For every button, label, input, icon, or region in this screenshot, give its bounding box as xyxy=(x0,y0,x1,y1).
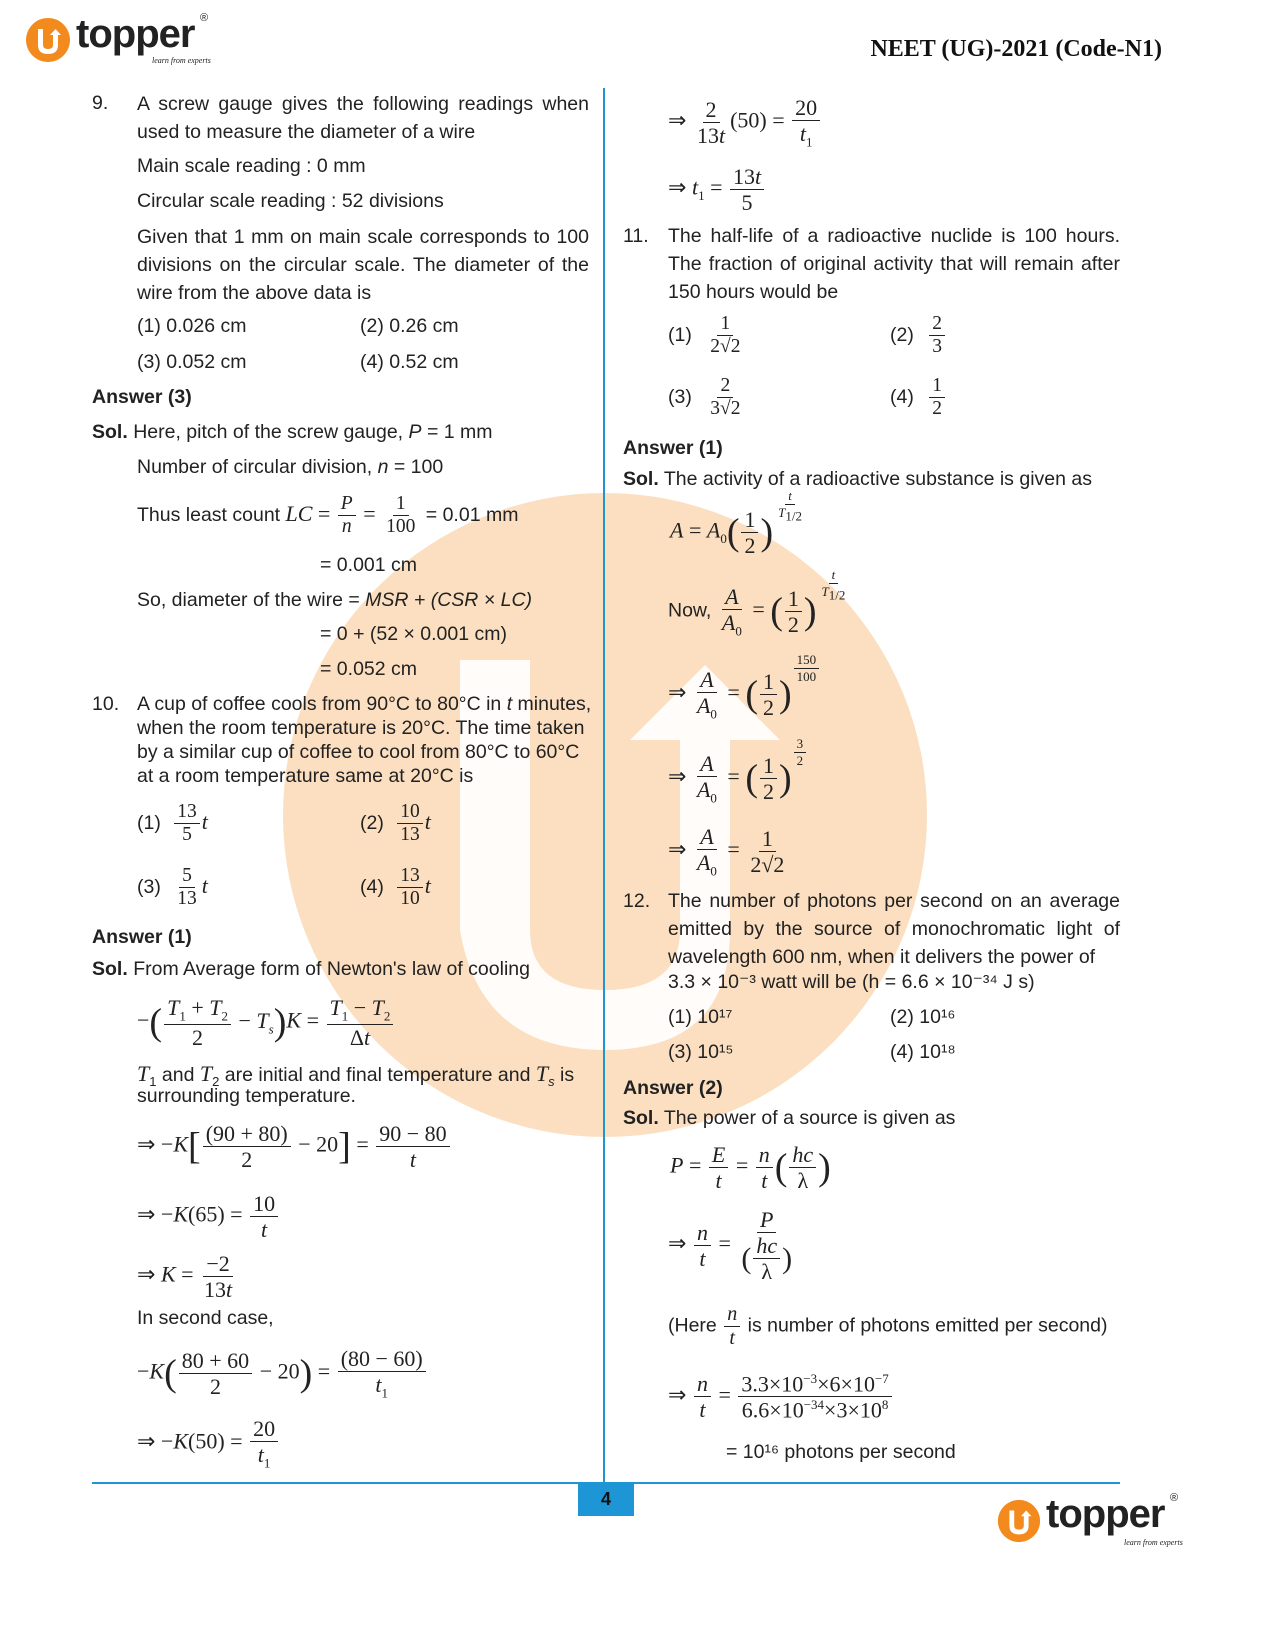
q10-answer: Answer (1) xyxy=(92,926,192,948)
sol-label: Sol. xyxy=(92,421,128,443)
opt-label: (4) xyxy=(890,386,914,409)
opt-var: t xyxy=(424,809,431,835)
t-desc-a: and xyxy=(156,1064,200,1086)
opt-num: 13 xyxy=(174,802,200,824)
sol-text: Number of circular division, xyxy=(137,456,378,478)
q10-second-case: In second case, xyxy=(137,1307,274,1329)
sol-text: The activity of a radioactive substance is given as xyxy=(663,468,1092,490)
brand-tagline: learn from experts xyxy=(1124,1538,1183,1547)
q12-text: The number of photons per second on an average emitted by the source of monochromatic light of wavelength 600 nm, when it delivers the power of xyxy=(668,890,1120,968)
q10-equation-newton: −( $\frac{T_1 + T_2}{2}$ − $T_s)K$ = $\frac{T_1 - T_2}{\Delta t}$ xyxy=(137,996,395,1049)
q10-step1: ⇒ −K[ $\frac{(90 + 80)}{2}$ − 20] = $\frac{90 - 80}{t}$ xyxy=(137,1122,452,1171)
opt-den: 3 xyxy=(932,336,943,358)
dia-formula: MSR + (CSR × LC) xyxy=(365,589,533,611)
q11-option-3[interactable] xyxy=(668,376,745,420)
q9-least-count: Thus least count LC = $\frac{P}{n}$ = $\frac{1}{100}$ = 0.01 mm xyxy=(137,493,519,538)
q10-var-t: t xyxy=(506,693,513,715)
here-b: is number of photons emitted per second) xyxy=(742,1314,1108,1337)
opt-den: 2√2 xyxy=(710,336,741,358)
q9-given: Given that 1 mm on main scale corresponds to 100 divisions on the circular scale. The diameter of the wire from the above data is xyxy=(137,226,589,304)
opt-num: 2 xyxy=(929,314,945,336)
t-desc-b: are initial and final temperature and xyxy=(219,1064,536,1086)
opt-var: t xyxy=(201,809,208,835)
q12-eq-calc: ⇒ $\frac{n}{t}$ = $\frac{3.3\times 10^{-3}\times 6\times 10^{-7}}{6.6\times 10^{-34}\times 3\times 10^8}$ xyxy=(668,1372,894,1422)
sol-label: Sol. xyxy=(623,468,659,490)
opt-label: (4) xyxy=(360,876,384,899)
q10-step7: ⇒ $t_1$ = $\frac{13t}{5}$ xyxy=(668,165,766,214)
q11-answer: Answer (1) xyxy=(623,437,723,459)
q12-option-3[interactable]: (3) 10¹⁵ xyxy=(668,1041,734,1063)
sol-var-n: n xyxy=(377,456,389,478)
q9-csr: Circular scale reading : 52 divisions xyxy=(137,190,444,212)
sol-label: Sol. xyxy=(623,1107,659,1129)
q9-msr: Main scale reading : 0 mm xyxy=(137,155,366,177)
q10-step6: ⇒ $\frac{2}{13t}$ (50) = $\frac{20}{t_1}$ xyxy=(668,96,822,149)
opt-num: 2 xyxy=(717,376,733,398)
q11-number: 11. xyxy=(623,225,649,247)
q12-answer: Answer (2) xyxy=(623,1077,723,1099)
opt-var: t xyxy=(201,873,208,899)
lc-var: LC xyxy=(285,501,313,527)
q11-option-2[interactable] xyxy=(890,314,947,358)
registered-mark: ® xyxy=(200,12,209,24)
opt-label: (3) xyxy=(137,876,161,899)
q10-text-end: minutes, xyxy=(512,693,592,715)
q12-sol xyxy=(623,1107,955,1130)
opt-den: 3√2 xyxy=(710,398,741,420)
q10-option-3[interactable] xyxy=(137,866,208,910)
q11-eq-step1: ⇒ $\frac{A}{A_0}$ = ( $\frac{1}{2}$ ) $^{\frac{150}{100}}$ xyxy=(668,668,821,721)
q10-text: A cup of coffee cools from 90°C to 80°C in xyxy=(137,693,507,715)
q11-sol xyxy=(623,468,1092,491)
q12-last-line: 3.3 × 10⁻³ watt will be (h = 6.6 × 10⁻³⁴ J s) xyxy=(668,971,1035,993)
q12-option-1[interactable]: (1) 10¹⁷ xyxy=(668,1006,733,1028)
q9-option-1[interactable]: (1) 0.026 cm xyxy=(137,315,247,337)
exam-title: NEET (UG)-2021 (Code-N1) xyxy=(870,36,1162,62)
q9-answer: Answer (3) xyxy=(92,386,192,408)
brand-name: topper xyxy=(76,12,195,56)
opt-num: 5 xyxy=(179,866,195,888)
brand-name: topper xyxy=(1046,1492,1165,1536)
q12-eq-rate: ⇒ $\frac{n}{t}$ = P ( $\frac{hc}{\lambda}$ ) xyxy=(668,1207,793,1285)
q10-step2: ⇒ −K(65) = $\frac{10}{t}$ xyxy=(137,1192,280,1241)
q10-step5: ⇒ −K(50) = $\frac{20}{t_1}$ xyxy=(137,1417,280,1470)
q10-option-2[interactable] xyxy=(360,802,431,846)
q12-option-2[interactable]: (2) 10¹⁶ xyxy=(890,1006,956,1028)
q12-here: (Here $\frac{n}{t}$ is number of photons emitted per second) xyxy=(668,1303,1108,1349)
dia-prefix: So, diameter of the wire = xyxy=(137,589,366,611)
opt-label: (2) xyxy=(890,324,914,347)
q10-line1 xyxy=(137,693,591,716)
lc-prefix: Thus least count xyxy=(137,504,286,527)
opt-den: 5 xyxy=(182,824,192,846)
q10-t-desc2: surrounding temperature. xyxy=(137,1085,356,1107)
q10-option-4[interactable] xyxy=(360,866,431,910)
opt-label: (1) xyxy=(137,812,161,835)
q11-eq-activity: $A = A_0$( $\frac{1}{2}$ ) $^{\frac{t}{T_{1/2}}}$ xyxy=(670,488,802,559)
q12-eq-power: P = $\frac{E}{t}$ = $\frac{n}{t}$ ( $\frac{hc}{\lambda}$ ) xyxy=(670,1142,831,1194)
opt-label: (3) xyxy=(668,386,692,409)
q10-option-1[interactable] xyxy=(137,802,208,846)
opt-num: 1 xyxy=(929,376,945,398)
q9-option-3[interactable]: (3) 0.052 cm xyxy=(137,351,247,373)
q10-sol xyxy=(92,958,530,981)
sol-text-end: = 1 mm xyxy=(421,421,493,443)
sol-text: The power of a source is given as xyxy=(663,1107,956,1129)
sol-text: From Average form of Newton's law of cooling xyxy=(133,958,530,980)
q9-lc-cm: = 0.001 cm xyxy=(320,554,418,576)
opt-num: 13 xyxy=(397,866,423,888)
q9-sol-line2 xyxy=(137,456,443,479)
q12-number: 12. xyxy=(623,890,651,912)
sol-label: Sol. xyxy=(92,958,128,980)
opt-den: 13 xyxy=(177,888,197,910)
q11-option-4[interactable] xyxy=(890,376,947,420)
q9-option-4[interactable]: (4) 0.52 cm xyxy=(360,351,459,373)
opt-num: 1 xyxy=(717,314,733,336)
q10-line3: by a similar cup of coffee to cool from 80°C to 60°C xyxy=(137,741,580,763)
footer-logo xyxy=(996,1494,1186,1550)
registered-mark: ® xyxy=(1170,1492,1179,1504)
opt-den: 2 xyxy=(932,398,943,420)
sol-text: Here, pitch of the screw gauge, xyxy=(133,421,409,443)
here-a: (Here xyxy=(668,1314,723,1337)
q9-sol-line1 xyxy=(92,421,493,444)
opt-num: 10 xyxy=(397,802,423,824)
sol-var-p: P xyxy=(408,421,422,443)
q11-option-1[interactable] xyxy=(668,314,745,358)
q9-dia-step: = 0 + (52 × 0.001 cm) xyxy=(320,623,507,645)
opt-label: (1) xyxy=(668,324,692,347)
topper-logo-icon xyxy=(24,16,72,64)
brand-tagline: learn from experts xyxy=(152,56,211,65)
q9-diameter xyxy=(137,589,532,612)
q10-number: 10. xyxy=(92,693,120,715)
opt-den: 10 xyxy=(400,888,420,910)
header-logo xyxy=(24,14,214,70)
q9-dia-result: = 0.052 cm xyxy=(320,658,418,680)
q11-eq-step3: ⇒ $\frac{A}{A_0}$ = $\frac{1}{2√2}$ xyxy=(668,824,785,879)
page-number: 4 xyxy=(578,1484,634,1516)
q9-text: A screw gauge gives the following readings when used to measure the diameter of a wire xyxy=(137,93,589,143)
q11-text: The half-life of a radioactive nuclide is 100 hours. The fraction of original activity that will remain after 150 hours would be xyxy=(668,225,1120,303)
q10-t-desc1: $T_1$ and $T_2$ are initial and final temperature and $T_s$ is xyxy=(137,1061,575,1089)
q10-line2: when the room temperature is 20°C. The time taken xyxy=(137,717,585,739)
sol-text-end: = 100 xyxy=(388,456,444,478)
q9-option-2[interactable]: (2) 0.26 cm xyxy=(360,315,459,337)
opt-label: (2) xyxy=(360,812,384,835)
topper-logo-icon xyxy=(996,1498,1042,1544)
opt-den: 13 xyxy=(400,824,420,846)
now-label: Now, xyxy=(668,599,712,622)
q11-eq-now: Now, $\frac{A}{A_0}$ = ( $\frac{1}{2}$ ) $^{\frac{t}{T_{1/2}}}$ xyxy=(668,567,846,639)
column-divider xyxy=(603,88,605,1513)
q10-step4: −K( $\frac{80 + 60}{2}$ − 20) = $\frac{(80 - 60)}{t_1}$ xyxy=(137,1347,428,1400)
q9-number: 9. xyxy=(92,92,109,114)
t-desc-c: is xyxy=(554,1064,575,1086)
q10-step3: ⇒ K = $\frac{-2}{13t}$ xyxy=(137,1251,233,1303)
q12-option-4[interactable]: (4) 10¹⁸ xyxy=(890,1041,956,1063)
q12-result: = 10¹⁶ photons per second xyxy=(726,1441,956,1463)
opt-var: t xyxy=(424,873,431,899)
lc-result: = 0.01 mm xyxy=(425,504,519,527)
q10-line4: at a room temperature same at 20°C is xyxy=(137,765,474,787)
q11-eq-step2: ⇒ $\frac{A}{A_0}$ = ( $\frac{1}{2}$ ) $^{\frac{3}{2}}$ xyxy=(668,752,808,805)
